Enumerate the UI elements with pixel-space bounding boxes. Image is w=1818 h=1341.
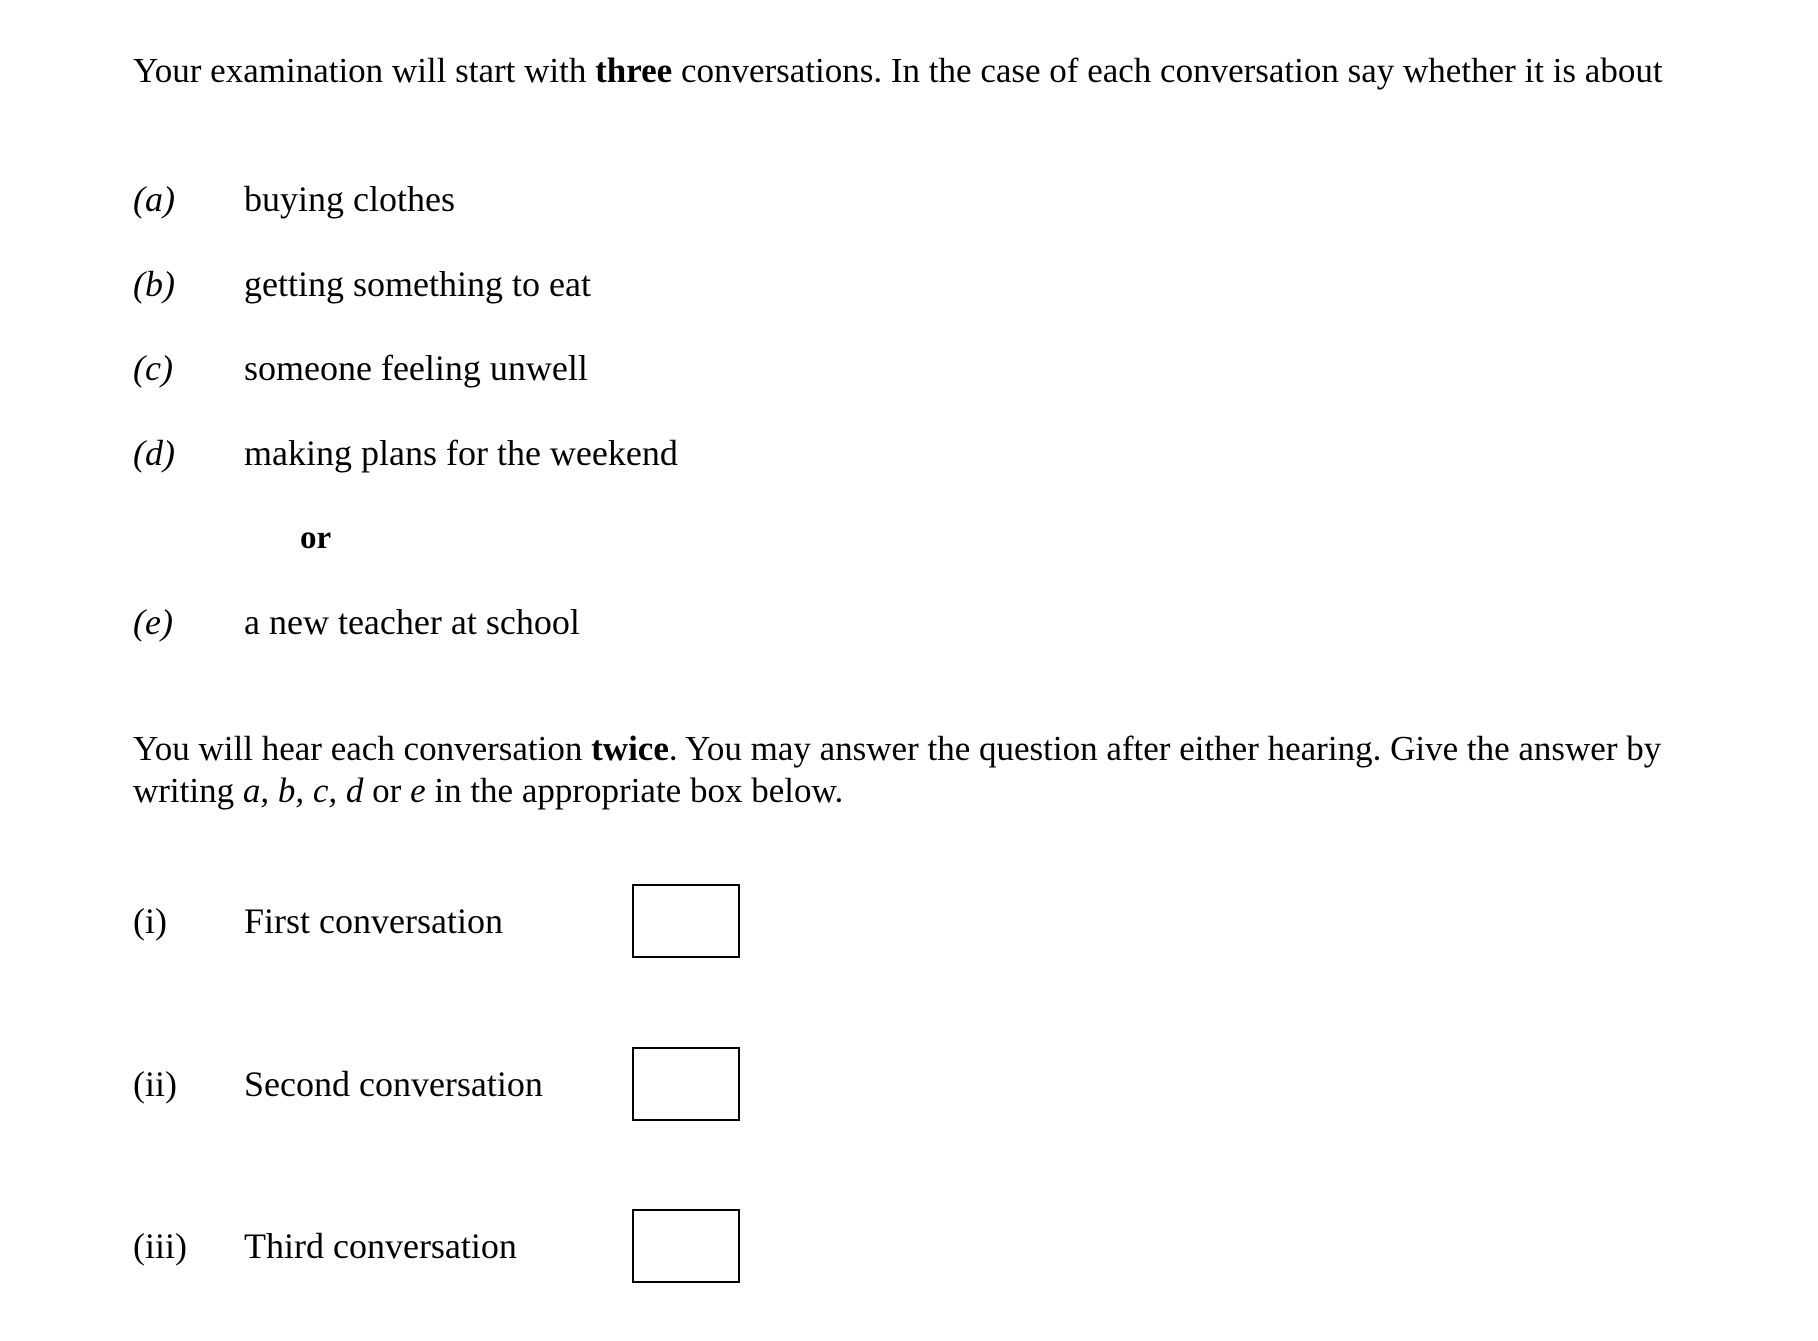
answer-3-number: (iii): [133, 1226, 187, 1266]
answer-2-label: Second conversation: [244, 1064, 543, 1104]
answer-1-box[interactable]: [632, 884, 740, 958]
intro-text-2: conversations. In the case of each conversation say whether it is about: [672, 51, 1663, 90]
instructions-text-4: in the appropriate box below.: [425, 771, 844, 810]
instructions-paragraph: [133, 728, 1693, 812]
answer-2-number: (ii): [133, 1064, 177, 1104]
intro-text-1: Your examination will start with: [133, 51, 596, 90]
instructions-text-2: . You may answer the question after either hearing. Give the answer by writing: [133, 729, 1662, 810]
answer-1-label: First conversation: [244, 901, 503, 941]
instructions-text-1: You will hear each conversation: [133, 729, 592, 768]
or-separator: or: [300, 520, 332, 556]
instructions-last-letter: e: [410, 771, 426, 810]
intro-paragraph: [133, 50, 1693, 92]
answer-2-box[interactable]: [632, 1047, 740, 1121]
instructions-emphasis: twice: [591, 729, 669, 768]
instructions-letters: a, b, c, d: [242, 771, 364, 810]
option-d-text: making plans for the weekend: [244, 433, 678, 473]
answer-3-box[interactable]: [632, 1209, 740, 1283]
option-b-letter: (b): [133, 264, 175, 304]
option-a-text: buying clothes: [244, 179, 455, 219]
answer-3-label: Third conversation: [244, 1226, 517, 1266]
option-c-letter: (c): [133, 348, 173, 388]
instructions-text-3: or: [363, 771, 411, 810]
option-c-text: someone feeling unwell: [244, 348, 588, 388]
option-d-letter: (d): [133, 433, 175, 473]
intro-emphasis: three: [595, 51, 673, 90]
option-e-text: a new teacher at school: [244, 602, 580, 642]
option-b-text: getting something to eat: [244, 264, 591, 304]
option-a-letter: (a): [133, 179, 175, 219]
answer-1-number: (i): [133, 901, 167, 941]
option-e-letter: (e): [133, 602, 173, 642]
